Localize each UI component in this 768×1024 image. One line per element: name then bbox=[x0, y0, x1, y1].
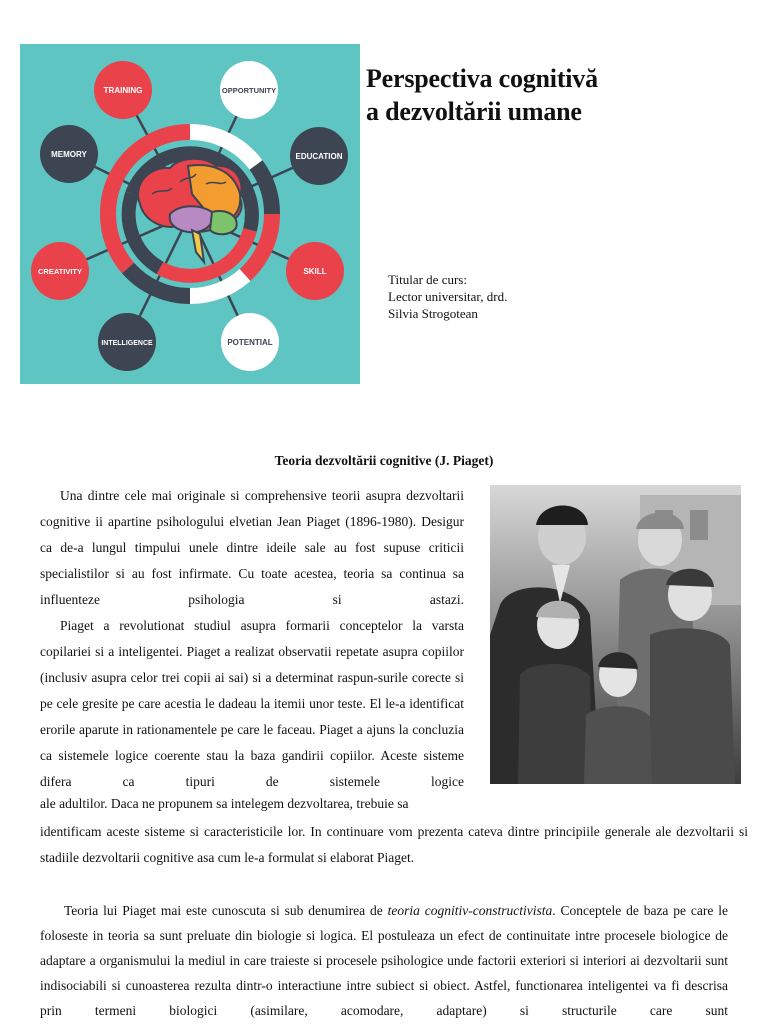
document-title bbox=[366, 62, 598, 128]
paragraph-intro: Una dintre cele mai originale si comprehensive teorii asupra dezvoltarii cognitive ii apartine psihologului elvetian Jean Piaget (1896-1980). Desigur ca de-a lungul timpului unele dintre ideile sale au fost supuse criticii specialistilor si au fost infirmate. Cu toate acestea, teoria sa continua sa influenteze psihologia si astazi. bbox=[40, 488, 464, 607]
node-training bbox=[94, 61, 152, 119]
node-label-creativity: CREATIVITY bbox=[37, 267, 83, 276]
author-block bbox=[388, 271, 507, 322]
node-creativity bbox=[31, 242, 89, 300]
node-label-potential: POTENTIAL bbox=[227, 338, 273, 347]
node-potential bbox=[221, 313, 279, 371]
node-education bbox=[290, 127, 348, 185]
node-label-training: TRAINING bbox=[103, 86, 143, 95]
cognitive-infographic bbox=[20, 44, 360, 384]
node-label-memory: MEMORY bbox=[51, 150, 87, 159]
infographic-svg bbox=[20, 44, 360, 384]
author-name: Silvia Strogotean bbox=[388, 306, 478, 321]
piaget-family-photo bbox=[490, 485, 741, 784]
p4-lead: Teoria lui Piaget mai este cunoscuta si sub denumirea de bbox=[64, 903, 383, 918]
node-memory bbox=[40, 125, 98, 183]
paragraph-constructivist-theory bbox=[40, 898, 728, 1023]
author-role: Lector universitar, drd. bbox=[388, 289, 508, 304]
title-line-1: Perspectiva cognitivă bbox=[366, 64, 598, 93]
brain-illustration bbox=[138, 159, 242, 262]
node-opportunity bbox=[220, 61, 278, 119]
node-label-intelligence: INTELLIGENCE bbox=[101, 340, 153, 347]
author-label: Titular de curs: bbox=[388, 272, 467, 287]
node-label-education: EDUCATION bbox=[295, 152, 343, 161]
paragraph-systems: identificam aceste sisteme si caracteristicile lor. In continuare vom prezenta cateva dintre principiile generale ale dezvoltarii si stadiile dezvoltarii cognitive asa cum le-a formulat si elaborat Piaget. bbox=[40, 824, 748, 865]
node-intelligence bbox=[98, 313, 156, 371]
node-label-skill: SKILL bbox=[303, 267, 327, 276]
title-line-2: a dezvoltării umane bbox=[366, 97, 582, 126]
paragraph-piaget-research-tail: ale adultilor. Daca ne propunem sa intelegem dezvoltarea, trebuie sa bbox=[40, 796, 409, 811]
section-title: Teoria dezvoltării cognitive (J. Piaget) bbox=[274, 453, 494, 468]
paragraph-piaget-research: Piaget a revolutionat studiul asupra formarii conceptelor la varsta copilariei si a inteligentei. Piaget a realizat observatii repetate asupra copiilor (inclusiv asupra celor trei copii ai sai) si a determinat raspun-surile corecte si pe cele gresite pe care acestia le dadeau la itemii unor teste. El le-a identificat erorile aparute in rationamentele pe care le faceau. Piaget a ajuns la concluzia ca sistemele logice coerente stau la baza gandirii copiilor. Aceste sisteme difera ca tipuri de sistemele logice bbox=[40, 618, 464, 789]
p4-emphasis: teoria cognitiv-constructivista bbox=[387, 903, 553, 918]
photo-illustration bbox=[490, 485, 741, 784]
p4-rest: . Conceptele de baza pe care le foloseste in teoria sa sunt preluate din biologie si logica. El postuleaza un efect de continuitate intre procesele biologice de adaptare a organismului la mediul in care traieste si procesele psihologice unde factorii exteriori si interiori ai dezvoltarii sunt indisociabili si cunoasterea rezulta dintr-o interactiune intre subiect si obiect. Astfel, functionarea inteligentei va fi descrisa prin termeni biologici (asimilare, acomodare, adaptare) si structurile care sunt bbox=[40, 903, 728, 1018]
node-label-opportunity: OPPORTUNITY bbox=[221, 86, 277, 95]
node-skill bbox=[286, 242, 344, 300]
